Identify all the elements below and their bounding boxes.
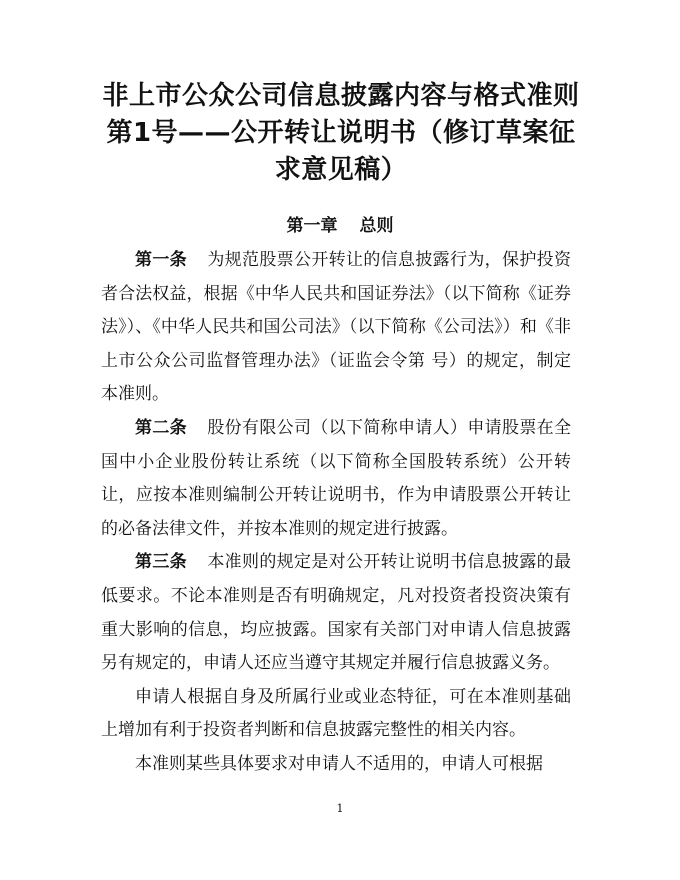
body-paragraph [101,748,571,782]
chapter-number: 第一章 [286,216,338,236]
article-3-paragraph [101,546,571,680]
article-1-paragraph [101,244,571,412]
chapter-heading [0,214,680,238]
paragraph-text: 申请人根据自身及所属行业或业态特征，可在本准则基础上增加有利于投资者判断和信息披露完整性的相关内容。 [101,686,571,741]
article-label: 第一条 [135,250,187,270]
article-text: 股份有限公司（以下简称申请人）申请股票在全国中小企业股份转让系统（以下简称全国股转系统）公开转让，应按本准则编制公开转让说明书，作为申请股票公开转让的必备法律文件，并按本准则的规定进行披露。 [101,417,571,539]
document-title: 非上市公众公司信息披露内容与格式准则第1号——公开转让说明书（修订草案征求意见稿） [102,81,580,185]
article-2-paragraph [101,412,571,546]
body-paragraph [101,681,571,748]
article-text: 本准则的规定是对公开转让说明书信息披露的最低要求。不论本准则是否有明确规定，凡对投资者投资决策有重大影响的信息，均应披露。国家有关部门对申请人信息披露另有规定的，申请人还应当遵守其规定并履行信息披露义务。 [101,552,571,674]
article-text: 为规范股票公开转让的信息披露行为，保护投资者合法权益，根据《中华人民共和国证券法》（以下简称《证券法》）、《中华人民共和国公司法》（以下简称《公司法》）和《非上市公众公司监督管理办法》（证监会令第 号）的规定，制定本准则。 [101,250,571,405]
paragraph-text: 本准则某些具体要求对申请人不适用的，申请人可根据 [135,753,543,774]
document-body [101,244,571,782]
chapter-name: 总则 [359,216,394,236]
page-number: 1 [336,802,344,815]
article-label: 第三条 [135,552,187,573]
article-label: 第二条 [135,417,187,438]
